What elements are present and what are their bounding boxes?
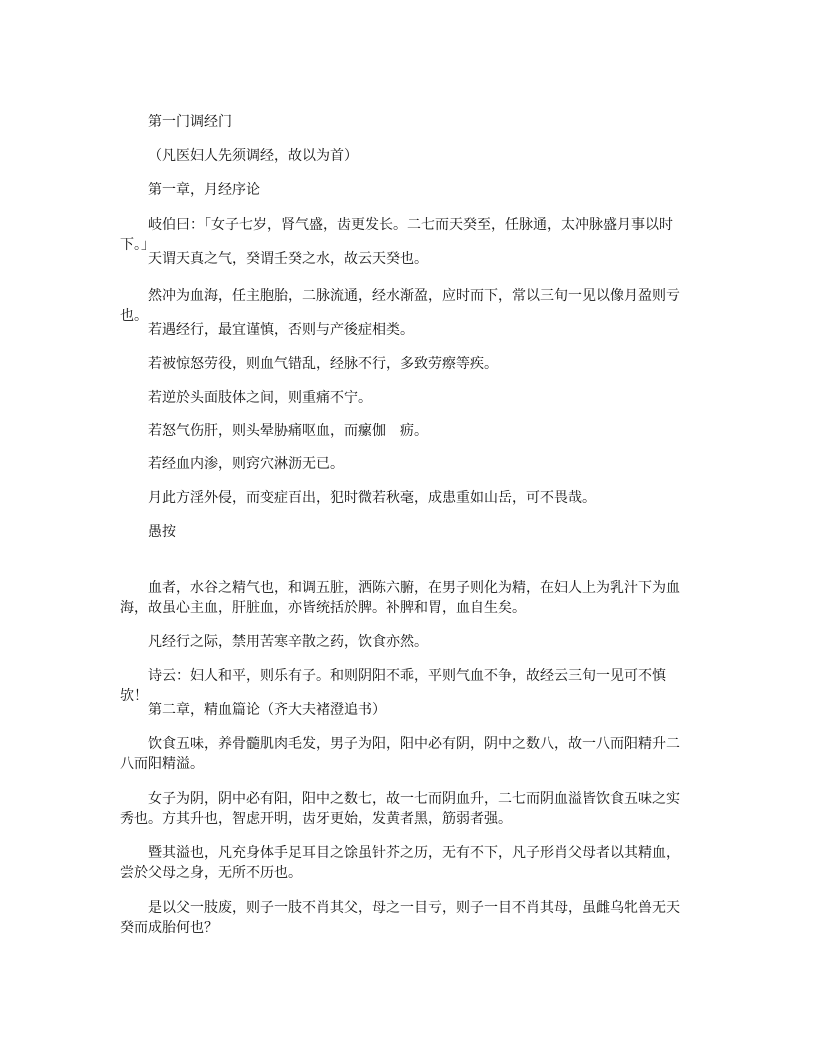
paragraph: 然冲为血海，任主胞胎，二脉流通，经水渐盈，应时而下，常以三旬一见以像月盈则亏也。 (120, 288, 680, 324)
chapter-heading: 第二章，精血篇论（齐大夫褚澄追书） (148, 702, 386, 718)
paragraph: 若被惊怒劳役，则血气错乱，经脉不行，多致劳瘵等疾。 (148, 356, 498, 372)
paragraph: 是以父一肢废，则子一肢不肖其父，母之一目亏，则子一目不肖其母，虽雌乌牝兽无天癸而成胎何也？ (120, 900, 680, 936)
paragraph: 月此方淫外侵，而变症百出，犯时微若秋毫，成患重如山岳，可不畏哉。 (148, 490, 596, 506)
section-title: 第一门调经门 (148, 114, 232, 130)
paragraph: 天谓天真之气，癸谓壬癸之水，故云天癸也。 (148, 251, 428, 267)
chapter-heading: 第一章，月经序论 (148, 182, 260, 198)
paragraph: 凡经行之际，禁用苦寒辛散之药，饮食亦然。 (148, 634, 428, 650)
paragraph: 岐伯曰：「女子七岁，肾气盛，齿更发长。二七而天癸至，任脉通，太冲脉盛月事以时下。」 (120, 217, 673, 253)
paragraph: 饮食五味，养骨髓肌肉毛发，男子为阳，阳中必有阴，阴中之数八，故一八而阳精升二八而阳精溢。 (120, 736, 680, 772)
paragraph: 暨其溢也，凡充身体手足耳目之馀虽针芥之历，无有不下，凡子形肖父母者以其精血，尝於父母之身，无所不历也。 (120, 845, 680, 881)
paragraph: 若经血内渗，则窍穴淋沥无已。 (148, 456, 344, 472)
subheading: 愚按 (148, 524, 176, 540)
paragraph: 若遇经行，最宜谨慎，否则与产後症相类。 (148, 322, 414, 338)
paragraph: 女子为阴，阴中必有阳，阳中之数七，故一七而阴血升，二七而阴血溢皆饮食五味之实秀也。方其升也，智虑开明，齿牙更始，发黄者黑，筋弱者强。 (120, 791, 680, 827)
paragraph: 若逆於头面肢体之间，则重痛不宁。 (148, 390, 372, 406)
paragraph: 血者，水谷之精气也，和调五脏，洒陈六腑，在男子则化为精，在妇人上为乳汁下为血海，故虽心主血，肝脏血，亦皆统括於脾。补脾和胃，血自生矣。 (120, 580, 680, 616)
paragraph: 若怒气伤肝，则头晕胁痛呕血，而瘰伽 疬。 (148, 423, 428, 439)
section-note: （凡医妇人先须调经，故以为首） (148, 148, 358, 164)
paragraph: 诗云：妇人和平，则乐有子。和则阴阳不乖，平则气血不争，故经云三旬一见可不慎欤！ (120, 668, 666, 704)
